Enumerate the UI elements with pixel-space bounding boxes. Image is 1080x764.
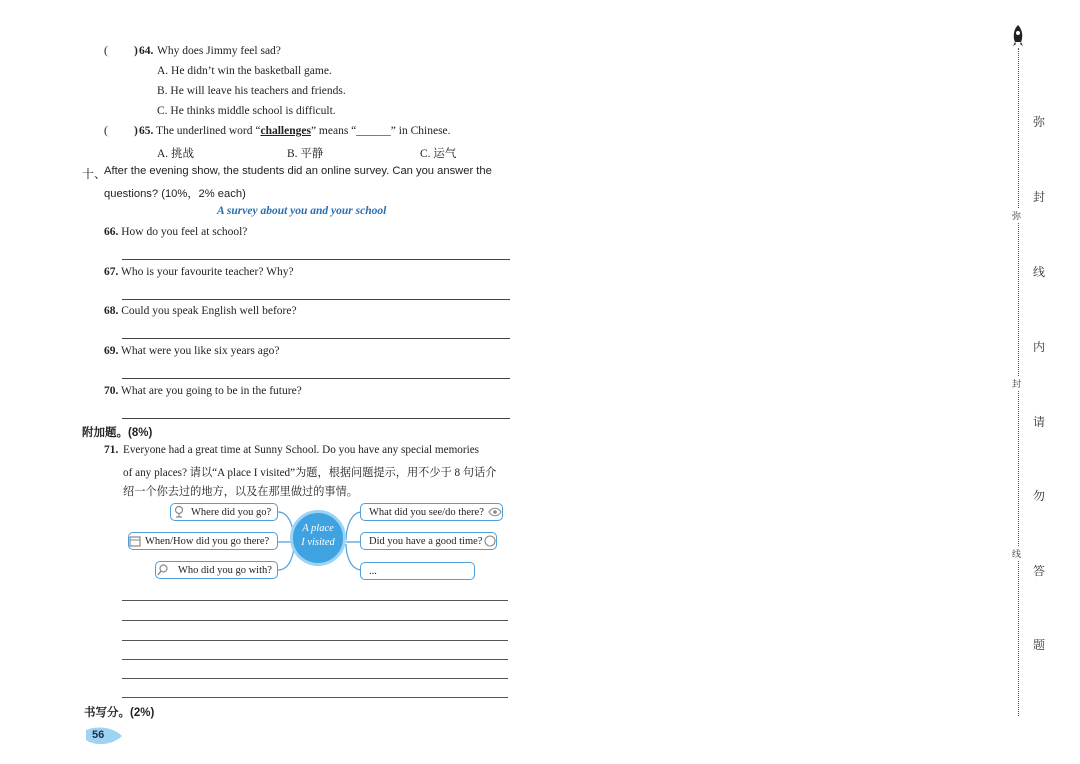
q68-answer-line[interactable]	[122, 338, 510, 339]
binding-char-5: 请	[1033, 415, 1046, 429]
mindmap-center-line2: I visited	[301, 537, 335, 548]
binding-char-2: 封	[1033, 190, 1046, 204]
mindmap-left-who	[155, 561, 278, 579]
q71-line2: of any places? 请以“A place I visited”为题，根据问题提示，用不少于 8 句话介	[123, 467, 497, 479]
mindmap-right-more-label: ...	[369, 566, 377, 577]
binding-small-char-3: 线	[1012, 547, 1021, 560]
q65-blank: ______	[356, 125, 391, 137]
q65-text-after: ” means “	[310, 125, 357, 137]
section10-line1: After the evening show, the students did an online survey. Can you answer the	[104, 165, 492, 177]
location-pin-icon	[172, 505, 186, 519]
binding-small-char-1: 弥	[1012, 209, 1021, 222]
eye-icon	[488, 505, 502, 519]
q65-paren-open: (	[104, 125, 108, 137]
q68-text: Could you speak English well before?	[121, 305, 297, 317]
writing-line[interactable]	[122, 620, 508, 621]
binding-char-6: 勿	[1033, 489, 1046, 503]
q70-answer-line[interactable]	[122, 418, 510, 419]
q65-question	[139, 125, 451, 137]
q70-number: 70.	[104, 385, 119, 397]
q65-option-a: A. 挑战	[157, 148, 195, 160]
binding-small-char-2: 封	[1012, 377, 1021, 390]
q69-answer-line[interactable]	[122, 378, 510, 379]
q67	[104, 266, 294, 278]
mindmap-center-label	[290, 522, 346, 550]
binding-char-7: 答	[1033, 564, 1046, 578]
q66	[104, 226, 247, 238]
bonus-title: 附加题。(8%)	[82, 427, 153, 439]
q69	[104, 345, 279, 357]
q69-text: What were you like six years ago?	[121, 345, 280, 357]
speech-bubble-icon	[483, 534, 497, 548]
handwriting-score-title: 书写分。(2%)	[84, 707, 155, 719]
q64-text: Why does Jimmy feel sad?	[157, 45, 281, 57]
writing-line[interactable]	[122, 640, 508, 641]
q65-option-c: C. 运气	[420, 148, 457, 160]
q64-paren-open: (	[104, 45, 108, 57]
writing-line[interactable]	[122, 678, 508, 679]
mindmap-left-who-label: Who did you go with?	[178, 565, 272, 576]
writing-line[interactable]	[122, 600, 508, 601]
q64-option-a: A. He didn’t win the basketball game.	[157, 65, 332, 77]
q64-number: 64.	[139, 45, 154, 57]
writing-line[interactable]	[122, 659, 508, 660]
q65-option-b: B. 平静	[287, 148, 324, 160]
q69-number: 69.	[104, 345, 119, 357]
mindmap-right-good-time-label: Did you have a good time?	[369, 536, 483, 547]
q67-text: Who is your favourite teacher? Why?	[121, 266, 294, 278]
mindmap-right-what	[360, 503, 503, 521]
q67-answer-line[interactable]	[122, 299, 510, 300]
binding-char-1: 弥	[1033, 115, 1046, 129]
mindmap-left-where-label: Where did you go?	[191, 507, 272, 518]
q65-text-end: ” in Chinese.	[390, 125, 451, 137]
magnifier-icon	[156, 563, 170, 577]
section10-marker: 十、	[82, 167, 107, 181]
calendar-icon	[128, 534, 142, 548]
q64-option-c: C. He thinks middle school is difficult.	[157, 105, 336, 117]
q65-text-before: The underlined word “	[156, 125, 261, 137]
mindmap-left-where	[170, 503, 278, 521]
binding-char-3: 线	[1033, 265, 1046, 279]
q65-underlined-word: challenges	[260, 125, 311, 137]
mindmap-center-line1: A place	[302, 523, 334, 534]
page-number: 56	[92, 729, 105, 741]
q66-text: How do you feel at school?	[121, 226, 248, 238]
q65-paren-close: )	[134, 125, 138, 137]
q66-number: 66.	[104, 226, 119, 238]
q71-number: 71.	[104, 444, 119, 456]
mindmap-right-good-time	[360, 532, 497, 550]
q71-line1: Everyone had a great time at Sunny School. Do you have any special memories	[123, 444, 480, 456]
q71-line3: 绍一个你去过的地方，以及在那里做过的事情。	[123, 486, 358, 498]
survey-title: A survey about you and your school	[217, 205, 387, 217]
q66-answer-line[interactable]	[122, 259, 510, 260]
q68	[104, 305, 297, 317]
q67-number: 67.	[104, 266, 119, 278]
writing-line[interactable]	[122, 697, 508, 698]
q64-paren-close: )	[134, 45, 138, 57]
q70-text: What are you going to be in the future?	[121, 385, 302, 397]
mindmap-left-when-label: When/How did you go there?	[145, 536, 270, 547]
q70	[104, 385, 302, 397]
q65-number: 65.	[139, 125, 154, 137]
mindmap-right-what-label: What did you see/do there?	[369, 507, 484, 518]
rocket-icon	[1011, 24, 1025, 48]
q68-number: 68.	[104, 305, 119, 317]
q64-option-b: B. He will leave his teachers and friends.	[157, 85, 346, 97]
mindmap-right-more[interactable]	[360, 562, 475, 580]
binding-char-4: 内	[1033, 340, 1046, 354]
binding-char-8: 题	[1033, 638, 1046, 652]
mindmap-left-when	[128, 532, 278, 550]
section10-line2: questions? (10%，2% each)	[104, 188, 246, 200]
